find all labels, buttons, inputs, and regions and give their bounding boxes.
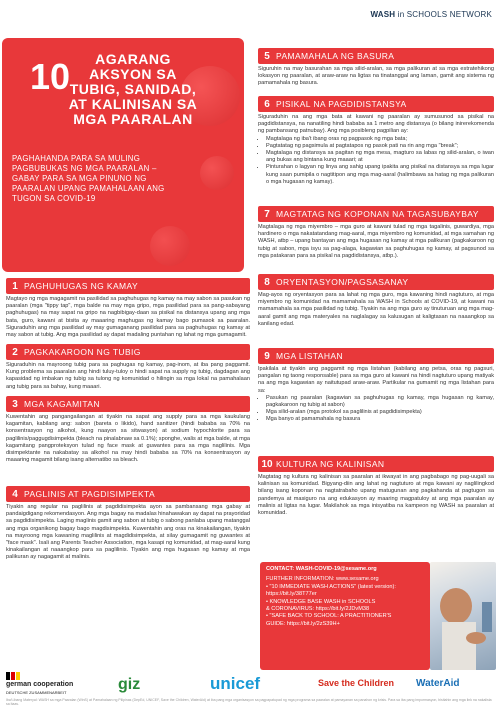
contact-link[interactable]: https://bit.ly/38T77er xyxy=(266,591,317,598)
header-bar xyxy=(0,0,500,36)
contact-link[interactable]: GUIDE: https://bit.ly/2zS39H+ xyxy=(266,620,340,627)
section-7-header: 7 MAGTATAG NG KOPONAN NA TAGASUBAYBAY xyxy=(258,206,494,222)
section-4-body: Tiyakin ang regular na paglilinis at pagdidisimpekta ayon sa pambansang mga gabay at pandaigdigang rekomendasyon. Ang mga bagay na madalas hinahawakan ay dapat na prayoridad sa pagdidisimpekta. Laging maglinis gamit ang sabon at tubig o sabong panlaba upang matanggal ang mga organikong bagay bago magdisimpekta. Kuwentahin ang oras na kinakailangan, tiyakin na mayroong mga kawaning maglilinis at magdidisimpekta, at silay gumagamit ng guwantes at "face mask". Isali ang Parents Teacher Association, mga kasapi ng komunidad, at mag-aaral kung kinakailangan at naaangkop para sa paglilinis. Tiyakin ang mga hugasan ng kamay at mga palikuran ay nagagamit at malinis. xyxy=(6,504,250,561)
section-2-body: Siguraduhin na mayroong tubig para sa paghugas ng kamay, pag-inom, at iba pang paggamit. Kung problema sa paaralan ang hindi tuluy-tuloy o hindi sapat na supply ng tubig, dagdagan ang kapasidad ng imbakan ng tubig sa tulong ng komunidad o hilingin sa mga lokal na pamahalaan ang tubig para sa bahay, kung maaari. xyxy=(6,362,250,390)
virus-graphic xyxy=(150,226,190,266)
hero-banner xyxy=(0,36,250,274)
save-the-children-logo: Save the Children xyxy=(318,678,395,688)
handwashing-photo xyxy=(430,562,496,670)
list-item: • Pagtatatag ng pagsimula at pagtatapos ng pasok pati na rin ang mga "break"; xyxy=(266,143,494,150)
section-8-header: 8 ORYENTASYON/PAGSASANAY xyxy=(258,274,494,290)
contact-line: • KNOWLEDGE BASE WASH in SCHOOLS xyxy=(266,598,376,605)
list-item: • Magtalaga ng iba't ibang oras ng pagpasok ng mga bata; xyxy=(266,136,494,143)
section-8-body: Mag-ayos ng oryentasyon para sa lahat ng mga guro, mga kawaning hindi nagtuturo, at mga miyembro ng komunidad na mamamahala sa WASH in Schools at COVID-19, at kawani na mamamahala sa mga pasilidad ng tubig. Tiyakin na ang mga guro ay tinuturuan ang mga mag-aaral gamit ang mga materyales na naglalagay sa kalusugan at kaligtasan na naaangkop sa kanilang edad. xyxy=(258,292,494,327)
unicef-logo: unicef xyxy=(210,674,261,693)
contact-line: FURTHER INFORMATION: www.sesame.org xyxy=(266,576,379,583)
list-item: • Mga silid-aralan (mga protokol sa paglilinis at pagdidisimpekta) xyxy=(266,409,494,416)
footer-note: Iba't-ibang Materyal: WASH sa mga Paaralan (WinS) at Pamahalaan ng Pilipinas (DepEd, UNICEF, Save the Children, WaterAid) at iba pang mga organisasyon sa pagpapatupad ng mga programa sa paaralan at pamayanan sa panahon ng krisis. Para sa iba pang impormasyon, bisitahin ang mga link na nakalista sa itaas. xyxy=(6,698,492,706)
contact-box xyxy=(260,562,430,670)
partner-logos xyxy=(0,672,500,696)
section-5-header: 5 PAMAMAHALA NG BASURA xyxy=(258,48,494,64)
hero-title: AGARANG AKSYON SA TUBIG, SANIDAD, AT KALINISAN SA MGA PAARALAN xyxy=(68,51,198,127)
contact-line: • "10 IMMEDIATE WASH ACTIONS" (latest version): xyxy=(266,583,396,590)
section-6-header: 6 PISIKAL NA PAGDIDISTANSYA xyxy=(258,96,494,112)
section-9-header: 9 MGA LISTAHAN xyxy=(258,348,494,364)
section-9-body: Ipakilala at tiyakin ang paggamit ng mga listahan (kabilang ang petsa, oras ng pagsuri, pangalan ng taong responsable) para sa mga guro at kawani na hindi nagtuturo upang matiyak na ang mga kagawian ay naitutupad araw-araw. Partikular na gumamit ng mga listahan para sa: • Pasukan ng paaralan (kagawian sa paghuhugas ng kamay, mga hugasan ng kamay, pagkakaroon ng tubig at sabon) • Mga silid-aralan (mga protokol sa paglilinis at pagdidisimpekta) • Mga banyo at pamamahala ng basura xyxy=(258,366,494,424)
section-1-header: 1 PAGHUHUGAS NG KAMAY xyxy=(6,278,250,294)
section-10-header: 10 KULTURA NG KALINISAN xyxy=(258,456,494,472)
contact-link[interactable]: & CORONAVIRUS: https://bit.ly/2JDvM38 xyxy=(266,606,370,613)
section-6-body: Siguraduhin na ang mga bata at kawani ng paaralan ay sumusunod sa pisikal na pagdidistansya, na nanatiling hindi bababa sa 1 metro ang distansya (o bilang inirerekomenda ng pambansang patnubay). Ang mga posibleng pagpilian ay: • Magtalaga ng iba't ibang oras ng pagpasok ng mga bata; • Pagtatatag ng pagsimula at pagtatapos ng pasok pati na rin ang mga "break"; • Magtalaga ng distansya sa pagitan ng mga mesa, magturo sa labas ng silid-aralan, o iwan ang bukas ang bintana kung maaari; at • Pinturahan o lagyan ng linya ang sahig upang ipakita ang pisikal na distansya sa mga lugar kung saan pumipila o nagtitipon ang mga mag-aaral (halimbawa sa hatag ng mga palikuran o mga hugasan ng kamay). xyxy=(258,114,494,186)
list-item: • Pinturahan o lagyan ng linya ang sahig upang ipakita ang pisikal na distansya sa mga lugar kung saan pumipila o nagtitipon ang mga mag-aaral (halimbawa sa hatag ng mga palikuran o mga hugasan ng kamay). xyxy=(266,164,494,186)
hero-number: 10 xyxy=(30,56,71,97)
section-3-body: Kuwentahin ang pangangailangan at tiyakin na sapat ang supply para sa mga kaukulang kagamitan, kabilang ang: sabon (bareta o likido), hand sanitizer (hindi bababa sa 70% na konsentrasyon ng alkohol, kung naayon sa sitwasyon) at sodium hypochlorite para sa paglilinis/paggugdisimpekta (bleach na pinalabnaw sa 0.1%); sponghe, walis at mga balde, at mga kagamitang pangproteksyon tulad ng face mask at guwantes para sa mga naglilinis. Mga disimpektante na nakabatay sa alkohol na may hindi bababa sa 70% na konsentrasyon ay maaaring magamit bilang isang alternatibo sa bleach. xyxy=(6,414,250,464)
section-7-body: Magtalaga ng mga miyembro – mga guro at kawani tulad ng mga tagalinis, guwardiya, mga hardinero o mga nakatatandang mag-aaral, mga miyembro ng komunidad, at mga samahan ng WASH, atbp – upang bantayan ang mga hugasan ng kamay at mga palikuran (pagkakaroon ng tubig at sabon, mga isyu sa pag-alaga, kagawian sa paghuhugas ng kamay, at pagsunod sa mga patakaran para sa pisikal na pagdidistansya, atbp.). xyxy=(258,224,494,259)
giz-logo: giz xyxy=(118,676,141,693)
section-4-header: 4 PAGLINIS AT PAGDISIMPEKTA xyxy=(6,486,250,502)
wateraid-logo: WaterAid xyxy=(416,678,460,689)
contact-line: • "SAFE BACK TO SCHOOL: A PRACTITIONER'S xyxy=(266,613,392,620)
section-5-body: Siguruhin na may basurahan sa mga silid-aralan, sa mga palikuran at sa mga estratehikong lokasyon ng paaralan, at araw-araw na ligtas na tinatanggal ang laman, gamit ang sistema ng pamamahala ng basura. xyxy=(258,66,494,87)
hero-subtitle: PAGHAHANDA PARA SA MULING PAGBUBUKAS NG MGA PAARALAN – GABAY PARA SA MGA PINUNO NG PAARALAN UPANG PAMAHALAAN ANG TUGON SA COVID-19 xyxy=(12,154,165,203)
list-item: • Pasukan ng paaralan (kagawian sa paghuhugas ng kamay, mga hugasan ng kamay, pagkakaroon ng tubig at sabon) xyxy=(266,395,494,409)
section-1-body: Magtayo ng mga magagamit na pasilidad sa paghuhugas ng kamay na may sabon sa pasukan ng paaralan (mga "tippy tap", mga balde na may mga gripo, mga pasilidad para sa pang-sabayang paghuhugas) na may sapat na gripo na nagbibigay-daan sa pisikal na distansya upang ang mga bata, guro, kawani at bisita ay maaaring maghugas ng kamay bago pumasok sa paaralan. Siguraduhin ang mga pasilidad ay may gumaganang pasilidad para sa paghuhugas ng kamay at may sabon at tubig. Ang mga pasilidad ay dapat madaling puntahan ng lahat ng mga gumagamit. xyxy=(6,296,250,339)
section-10-body: Magtatag ng kultura ng kalinisan sa paaralan at ikwayat in ang pagbabago ng pag-uugali sa kalinisan sa komunidad. Bigyang-diin ang lahat ng nagtuturo at mga kawani ay naglilingkod bilang isang koponan na nagtatrabaho upang matugunan ang pagkahanda at pagtugon sa pandemya at masiguro na ang edukasyon ay maaring magpatuloy at ang mga paaralan ay malinis at ligtas na lugar. Makilahok sa mga inisyatiba na kampeon ng WASH sa paaralan at komunidad. xyxy=(258,474,494,517)
virus-graphic xyxy=(200,156,234,190)
section-3-header: 3 MGA KAGAMITAN xyxy=(6,396,250,412)
list-item: • Mga banyo at pamamahala ng basura xyxy=(266,416,494,423)
section-2-header: 2 PAGKAKAROON NG TUBIG xyxy=(6,344,250,360)
german-cooperation-logo: german cooperation DEUTSCHE ZUSAMMENARBEIT xyxy=(6,672,73,697)
network-title: WASH in SCHOOLS NETWORK xyxy=(370,10,492,19)
contact-email[interactable]: CONTACT: WASH-COVID-19@sesame.org xyxy=(266,566,377,572)
list-item: • Magtalaga ng distansya sa pagitan ng mga mesa, magturo sa labas ng silid-aralan, o iwan ang bukas ang bintana kung maaari; at xyxy=(266,150,494,164)
